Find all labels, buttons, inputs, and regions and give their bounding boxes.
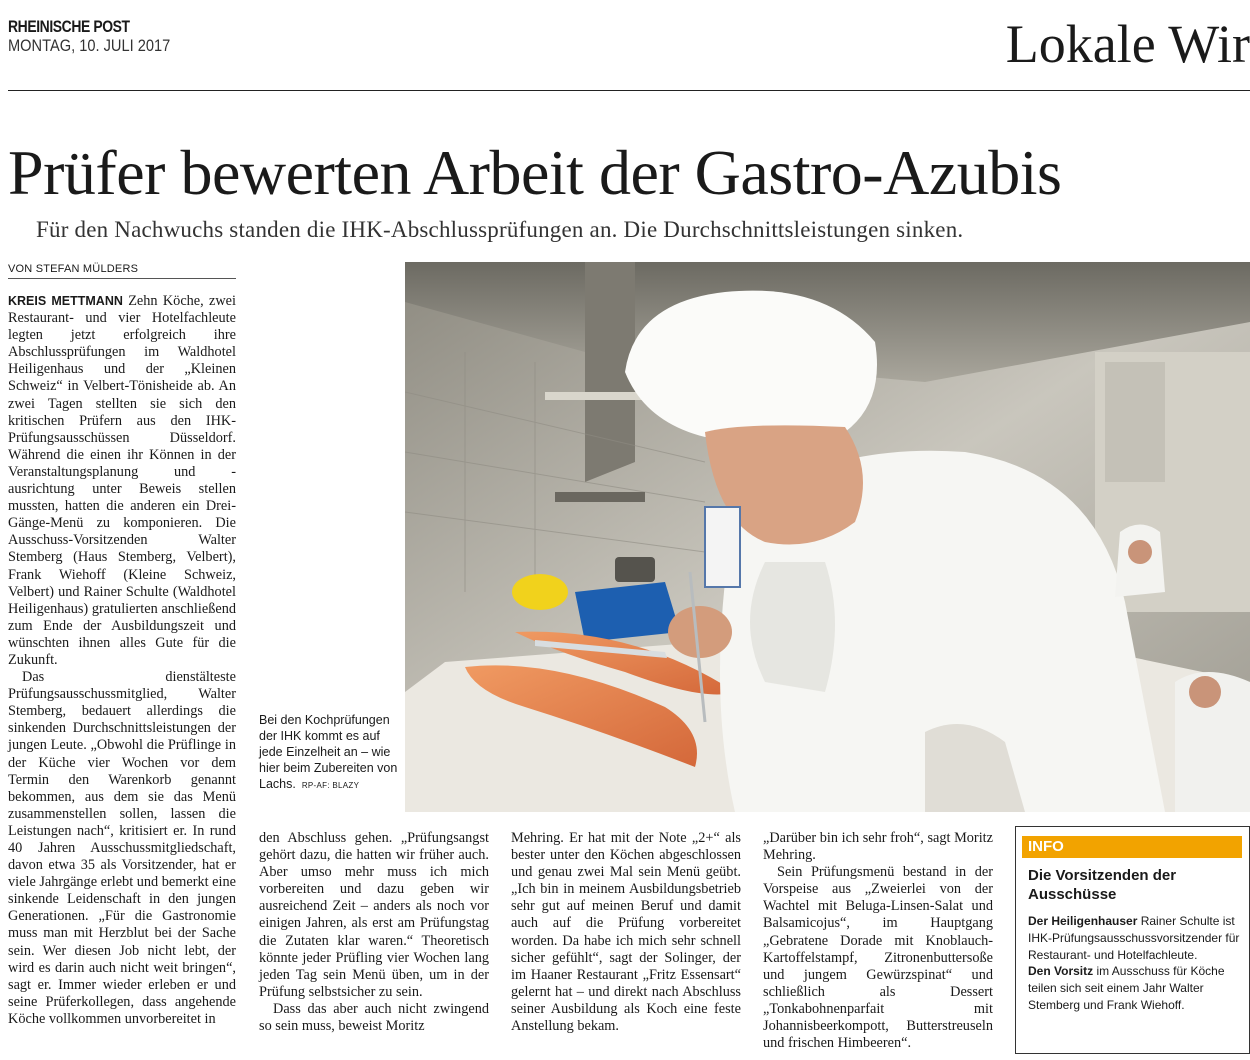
article-column-4 xyxy=(763,830,993,1052)
masthead xyxy=(8,18,248,56)
info-lead: Der Heiligenhauser xyxy=(1028,914,1138,928)
info-text: im Ausschuss für Köche teilen sich seit einem Jahr Walter Stemberg und Frank Wiehoff. xyxy=(1028,964,1225,1012)
photo-credit: RP-AF: BLAZY xyxy=(301,781,360,790)
section-title: Lokale Wir xyxy=(1005,14,1250,74)
paragraph: Mehring. Er hat mit der Note „2+“ als bester unter den Köchen abgeschlossen und genau zwei Mal sein Menü geübt. „Ich bin in meinem Ausbildungsbetrieb sehr gut auf meinen Beruf und damit auch auf die Prüfung vorbereitet worden. Da habe ich mich sehr schnell sicher gefühlt“, sagt der Solinger, der im Haaner Restaurant „Fritz Essensart“ gelernt hat – und direkt nach Abschluss seiner Ausbildung als Koch eine feste Anstellung bekam. xyxy=(511,830,741,1035)
byline: VON STEFAN MÜLDERS xyxy=(8,263,236,279)
article-column-3 xyxy=(511,830,741,1035)
info-body xyxy=(1028,913,1242,1014)
info-lead: Den Vorsitz xyxy=(1028,964,1094,979)
paragraph: Dass das aber auch nicht zwingend so sein muss, beweist Moritz xyxy=(259,1000,489,1035)
subheadline: Für den Nachwuchs standen die IHK-Abschlussprüfungen an. Die Durchschnittsleistungen sinken. xyxy=(36,217,964,242)
article-column-2 xyxy=(259,830,489,1035)
issue-date: MONTAG, 10. JULI 2017 xyxy=(8,36,171,55)
paragraph: Sein Prüfungsmenü bestand in der Vorspeise aus „Zweierlei von der Wachtel mit Beluga-Linsen-Salat und Balsamicojus“, im Hauptgang „Gebratene Dorade mit Knoblauch-Kartoffelstampf, Zitronenbuttersoße und jungem Gewürzspinat“ und schließlich als Dessert „Tonkabohnenparfait mit Johannisbeerkompott, Butterstreuseln und frischen Himbeeren“. xyxy=(763,864,993,1052)
info-box xyxy=(1015,826,1250,1054)
paragraph: Das dienstälteste Prüfungsausschussmitglied, Walter Stemberg, bedauert allerdings die sinkenden Durchschnittsleistungen der jungen Leute. „Obwohl die Prüflinge in der Küche vier Wochen vor dem Termin den Warenkorb genannt bekommen, aus dem sie das Menü zusammenstellen sollen, lassen die Leistungen nach“, kritisiert er. In rund 40 Jahren Ausschussmitgliedschaft, davon etwa 35 als Vorsitzender, hat er viele Jahrgänge erlebt und bemerkt eine sinkende Leidenschaft in den jungen Generationen. „Für die Gastronomie muss man mit Herzblut bei der Sache sein. Wer diesen Job nicht lebt, der wird es darin auch nicht weit bringen“, sagt er. Immer wieder erleben er und seine Prüferkollegen, dass angehende Köche vollkommen unvorbereitet in xyxy=(8,669,236,1027)
chef-photo-illustration xyxy=(405,262,1250,812)
paragraph: Zehn Köche, zwei Restaurant- und vier Hotelfachleute legten jetzt erfolgreich ihre Abschlussprüfungen im Waldhotel Heiligenhaus und der „Kleinen Schweiz“ in Velbert-Tönisheide ab. An zwei Tagen stellten sie sich den kritischen Prüfern aus den IHK-Prüfungsausschüssen Düsseldorf. Während die einen ihr Können in der Veranstaltungsplanung und -ausrichtung unter Beweis stellen mussten, hatten die anderen ein Drei-Gänge-Menü zu komponieren. Die Ausschuss-Vorsitzenden Walter Stemberg (Haus Stemberg, Velbert), Frank Wiehoff (Kleine Schweiz, Velbert) und Rainer Schulte (Waldhotel Heiligenhaus) gratulierten anschließend zum Ende der Ausbildungszeit und wünschten ihnen alles Gute für die Zukunft. xyxy=(8,293,236,668)
article-column-1 xyxy=(8,293,236,1028)
info-title: Die Vorsitzenden der Ausschüsse xyxy=(1028,867,1177,903)
newspaper-name: RHEINISCHE POST xyxy=(8,17,130,36)
caption-text: Bei den Kochprüfungen der IHK kommt es auf jede Einzelheit an – wie hier beim Zubereiten von Lachs. xyxy=(259,713,398,791)
masthead-divider xyxy=(8,90,1250,91)
paragraph: „Darüber bin ich sehr froh“, sagt Moritz Mehring. xyxy=(763,830,993,864)
article-photo xyxy=(405,262,1250,812)
headline: Prüfer bewerten Arbeit der Gastro-Azubis xyxy=(8,137,1062,208)
info-text: Rainer Schulte ist IHK-Prüfungsausschussvorsitzender für Restaurant- und Hotelfachleute. xyxy=(1028,914,1240,962)
photo-caption xyxy=(259,712,399,794)
dateline: KREIS METTMANN xyxy=(8,294,123,308)
paragraph: den Abschluss gehen. „Prüfungsangst gehört dazu, die hatten wir früher auch. Aber umso mehr muss ich mich vorbereiten und dazu geben wir ausreichend Zeit – anders als noch vor einigen Jahren, als erst am Prüfungstag die Zutaten klar waren.“ Theoretisch könnte jeder Prüfling vier Wochen lang jeden Tag sein Menü üben, um in der Prüfung selbstsicher zu sein. xyxy=(259,830,489,1000)
info-label: INFO xyxy=(1022,836,1242,858)
